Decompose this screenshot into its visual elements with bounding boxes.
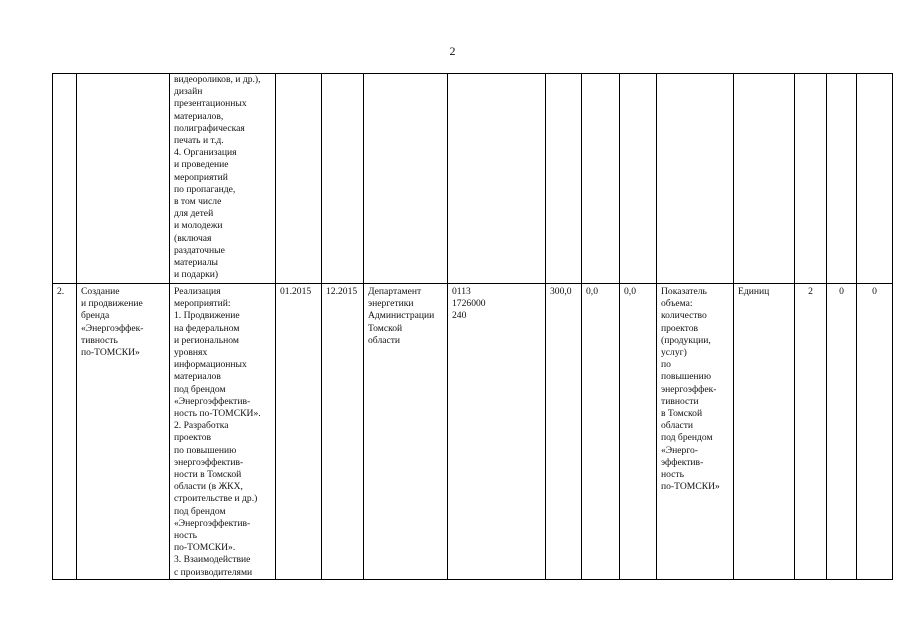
cell-unit: Единиц — [734, 284, 795, 580]
cell-executor — [364, 74, 448, 284]
cell-start: 01.2015 — [276, 284, 322, 580]
cell-executor: Департамент энергетики Администрации Томской области — [364, 284, 448, 580]
cell-funding-2: 0,0 — [582, 284, 620, 580]
cell-end — [322, 74, 364, 284]
cell-value-2 — [827, 74, 857, 284]
cell-unit — [734, 74, 795, 284]
page-number: 2 — [449, 44, 456, 58]
cell-funding-1 — [546, 74, 582, 284]
cell-indicator: Показатель объема: количество проектов (продукции, услуг) по повышению энергоэффек- тивности в Томской области под брендом «Энерго- эффектив- ность по-ТОМСКИ» — [657, 284, 734, 580]
cell-name: Создание и продвижение бренда «Энергоэффек- тивность по-ТОМСКИ» — [77, 284, 170, 580]
cell-value-3: 0 — [857, 284, 893, 580]
table-row-continuation — [53, 74, 893, 284]
cell-end: 12.2015 — [322, 284, 364, 580]
cell-value-2: 0 — [827, 284, 857, 580]
program-activities-table — [52, 73, 893, 580]
table-row-2 — [53, 284, 893, 580]
cell-funding-3: 0,0 — [620, 284, 657, 580]
cell-value-1: 2 — [795, 284, 827, 580]
cell-number: 2. — [53, 284, 77, 580]
cell-funding-3 — [620, 74, 657, 284]
cell-funding-1: 300,0 — [546, 284, 582, 580]
cell-number — [53, 74, 77, 284]
cell-funding-2 — [582, 74, 620, 284]
cell-name — [77, 74, 170, 284]
cell-indicator — [657, 74, 734, 284]
cell-start — [276, 74, 322, 284]
cell-budget-code: 0113 1726000 240 — [448, 284, 546, 580]
cell-value-1 — [795, 74, 827, 284]
cell-budget-code — [448, 74, 546, 284]
cell-value-3 — [857, 74, 893, 284]
cell-activity: видеороликов, и др.), дизайн презентационных материалов, полиграфическая печать и т.д. 4. Организация и проведение мероприятий по пропаганде, в том числе для детей и молодежи (включая раздаточные материалы и подарки) — [170, 74, 276, 284]
cell-activity: Реализация мероприятий: 1. Продвижение на федеральном и региональном уровнях информационных материалов под брендом «Энергоэффектив- ность по-ТОМСКИ». 2. Разработка проектов по повышению энергоэффектив- ности в Томской области (в ЖКХ, строительстве и др.) под брендом «Энергоэффектив- ность по-ТОМСКИ». 3. Взаимодействие с производителями — [170, 284, 276, 580]
